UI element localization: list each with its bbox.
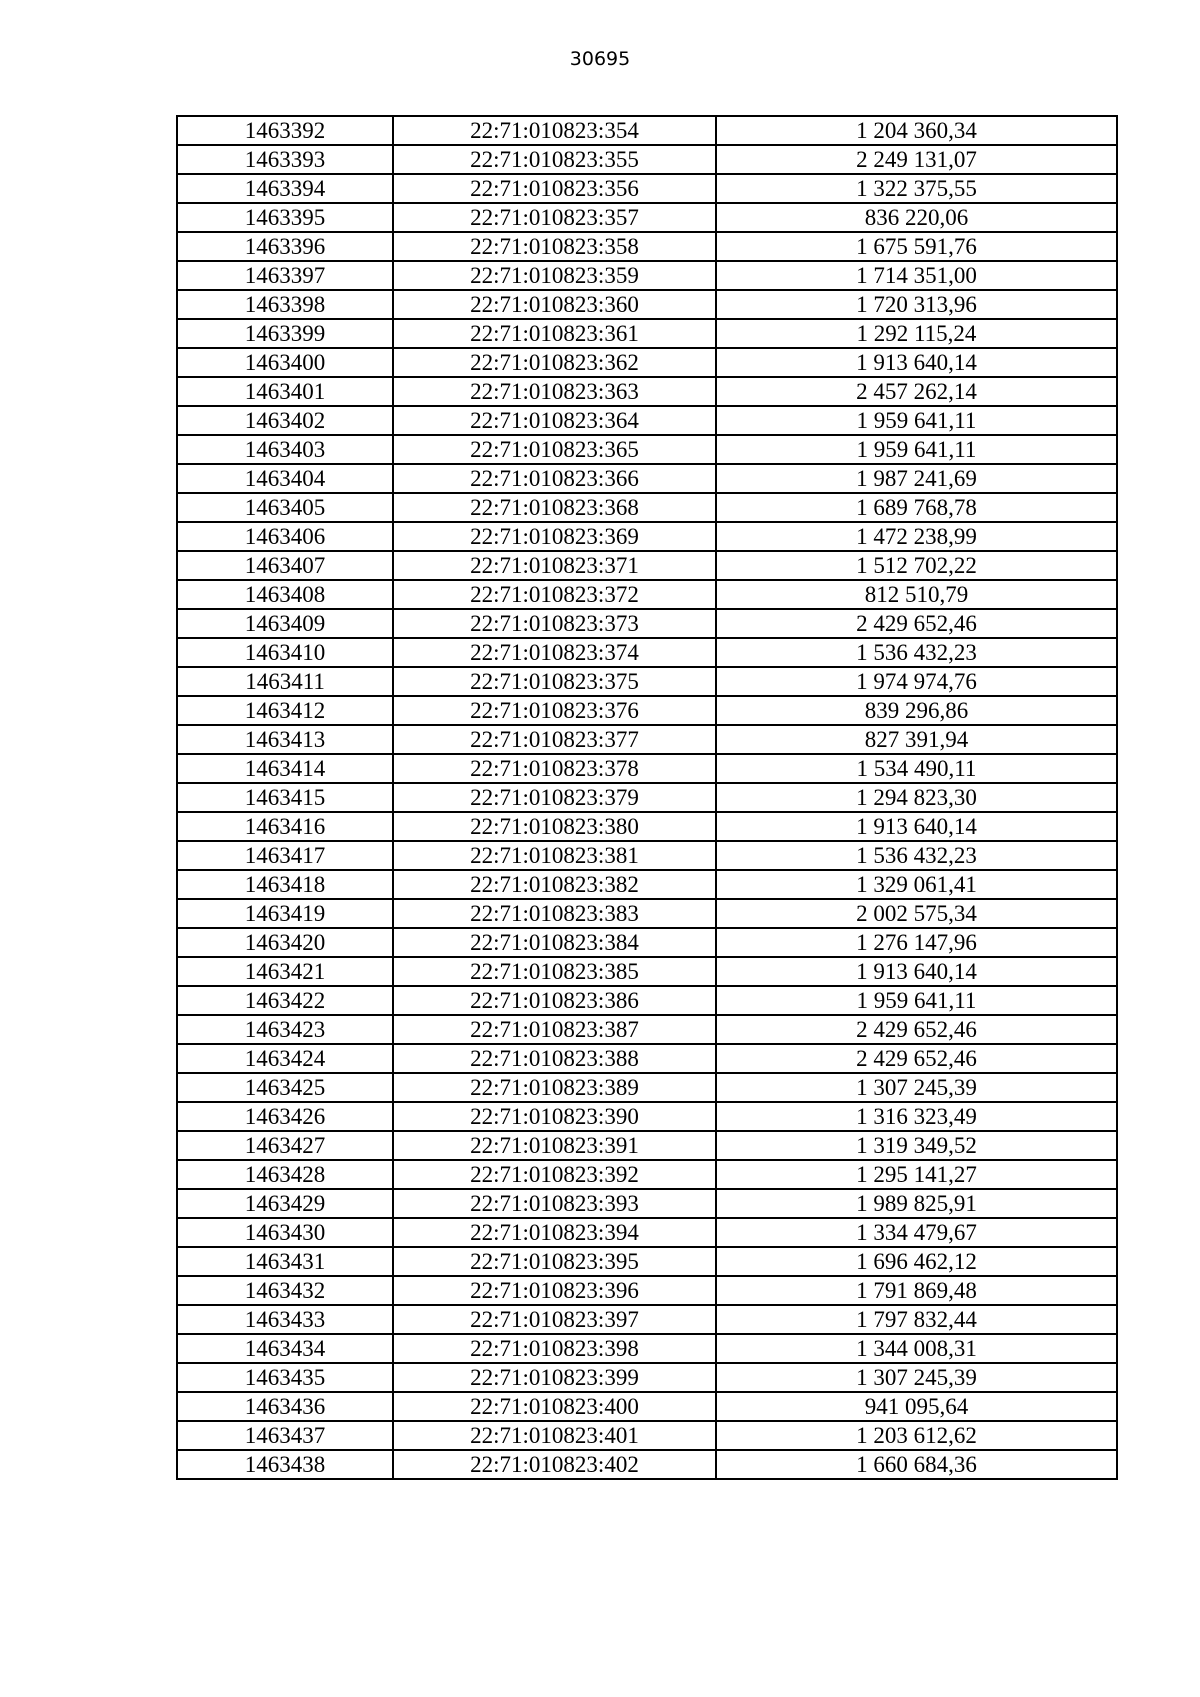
cadastral-value-cell: 1 660 684,36 bbox=[716, 1450, 1117, 1479]
cadastral-value-cell: 1 307 245,39 bbox=[716, 1363, 1117, 1392]
cadastral-value-cell: 1 276 147,96 bbox=[716, 928, 1117, 957]
record-number-cell: 1463438 bbox=[177, 1450, 393, 1479]
table-row bbox=[177, 174, 1117, 203]
record-number-cell: 1463411 bbox=[177, 667, 393, 696]
table-row bbox=[177, 435, 1117, 464]
table-row bbox=[177, 1015, 1117, 1044]
cadastral-value-cell: 1 987 241,69 bbox=[716, 464, 1117, 493]
table-row bbox=[177, 667, 1117, 696]
cadastral-value-cell: 812 510,79 bbox=[716, 580, 1117, 609]
cadastral-number-cell: 22:71:010823:383 bbox=[393, 899, 716, 928]
cadastral-number-cell: 22:71:010823:358 bbox=[393, 232, 716, 261]
table-row bbox=[177, 1247, 1117, 1276]
record-number-cell: 1463433 bbox=[177, 1305, 393, 1334]
table-row bbox=[177, 551, 1117, 580]
cadastral-value-cell: 2 002 575,34 bbox=[716, 899, 1117, 928]
record-number-cell: 1463416 bbox=[177, 812, 393, 841]
cadastral-value-cell: 1 959 641,11 bbox=[716, 986, 1117, 1015]
cadastral-number-cell: 22:71:010823:389 bbox=[393, 1073, 716, 1102]
cadastral-number-cell: 22:71:010823:364 bbox=[393, 406, 716, 435]
table-row bbox=[177, 522, 1117, 551]
record-number-cell: 1463412 bbox=[177, 696, 393, 725]
table-row bbox=[177, 290, 1117, 319]
table-row bbox=[177, 1102, 1117, 1131]
record-number-cell: 1463404 bbox=[177, 464, 393, 493]
record-number-cell: 1463410 bbox=[177, 638, 393, 667]
cadastral-number-cell: 22:71:010823:398 bbox=[393, 1334, 716, 1363]
cadastral-number-cell: 22:71:010823:397 bbox=[393, 1305, 716, 1334]
record-number-cell: 1463408 bbox=[177, 580, 393, 609]
record-number-cell: 1463417 bbox=[177, 841, 393, 870]
cadastral-value-cell: 1 322 375,55 bbox=[716, 174, 1117, 203]
cadastral-number-cell: 22:71:010823:395 bbox=[393, 1247, 716, 1276]
record-number-cell: 1463401 bbox=[177, 377, 393, 406]
table-row bbox=[177, 406, 1117, 435]
cadastral-value-cell: 2 429 652,46 bbox=[716, 1044, 1117, 1073]
record-number-cell: 1463429 bbox=[177, 1189, 393, 1218]
cadastral-value-cell: 1 334 479,67 bbox=[716, 1218, 1117, 1247]
cadastral-value-cell: 827 391,94 bbox=[716, 725, 1117, 754]
record-number-cell: 1463431 bbox=[177, 1247, 393, 1276]
record-number-cell: 1463418 bbox=[177, 870, 393, 899]
table-row bbox=[177, 1073, 1117, 1102]
table-row bbox=[177, 1131, 1117, 1160]
record-number-cell: 1463393 bbox=[177, 145, 393, 174]
cadastral-value-cell: 1 959 641,11 bbox=[716, 435, 1117, 464]
table-row bbox=[177, 899, 1117, 928]
table-row bbox=[177, 464, 1117, 493]
cadastral-number-cell: 22:71:010823:363 bbox=[393, 377, 716, 406]
cadastral-value-cell: 1 534 490,11 bbox=[716, 754, 1117, 783]
record-number-cell: 1463427 bbox=[177, 1131, 393, 1160]
cadastral-number-cell: 22:71:010823:355 bbox=[393, 145, 716, 174]
cadastral-number-cell: 22:71:010823:399 bbox=[393, 1363, 716, 1392]
table-row bbox=[177, 812, 1117, 841]
record-number-cell: 1463407 bbox=[177, 551, 393, 580]
table-row bbox=[177, 1276, 1117, 1305]
record-number-cell: 1463413 bbox=[177, 725, 393, 754]
cadastral-number-cell: 22:71:010823:374 bbox=[393, 638, 716, 667]
cadastral-number-cell: 22:71:010823:396 bbox=[393, 1276, 716, 1305]
cadastral-value-cell: 1 316 323,49 bbox=[716, 1102, 1117, 1131]
page-number: 30695 bbox=[569, 48, 631, 70]
cadastral-number-cell: 22:71:010823:375 bbox=[393, 667, 716, 696]
cadastral-number-cell: 22:71:010823:361 bbox=[393, 319, 716, 348]
record-number-cell: 1463400 bbox=[177, 348, 393, 377]
cadastral-value-cell: 1 791 869,48 bbox=[716, 1276, 1117, 1305]
table-row bbox=[177, 1450, 1117, 1479]
record-number-cell: 1463394 bbox=[177, 174, 393, 203]
table-row bbox=[177, 348, 1117, 377]
cadastral-number-cell: 22:71:010823:356 bbox=[393, 174, 716, 203]
record-number-cell: 1463434 bbox=[177, 1334, 393, 1363]
cadastral-number-cell: 22:71:010823:392 bbox=[393, 1160, 716, 1189]
table-row bbox=[177, 696, 1117, 725]
cadastral-value-cell: 1 319 349,52 bbox=[716, 1131, 1117, 1160]
record-number-cell: 1463409 bbox=[177, 609, 393, 638]
table-row bbox=[177, 261, 1117, 290]
record-number-cell: 1463424 bbox=[177, 1044, 393, 1073]
table-row bbox=[177, 1305, 1117, 1334]
record-number-cell: 1463395 bbox=[177, 203, 393, 232]
record-number-cell: 1463432 bbox=[177, 1276, 393, 1305]
cadastral-number-cell: 22:71:010823:365 bbox=[393, 435, 716, 464]
table-row bbox=[177, 1334, 1117, 1363]
record-number-cell: 1463414 bbox=[177, 754, 393, 783]
cadastral-number-cell: 22:71:010823:373 bbox=[393, 609, 716, 638]
cadastral-value-cell: 1 913 640,14 bbox=[716, 812, 1117, 841]
cadastral-number-cell: 22:71:010823:380 bbox=[393, 812, 716, 841]
cadastral-value-cell: 1 294 823,30 bbox=[716, 783, 1117, 812]
cadastral-number-cell: 22:71:010823:359 bbox=[393, 261, 716, 290]
table-row bbox=[177, 1218, 1117, 1247]
cadastral-value-cell: 1 204 360,34 bbox=[716, 116, 1117, 145]
cadastral-value-cell: 1 913 640,14 bbox=[716, 957, 1117, 986]
cadastral-value-cell: 1 959 641,11 bbox=[716, 406, 1117, 435]
record-number-cell: 1463422 bbox=[177, 986, 393, 1015]
record-number-cell: 1463426 bbox=[177, 1102, 393, 1131]
record-number-cell: 1463396 bbox=[177, 232, 393, 261]
cadastral-number-cell: 22:71:010823:357 bbox=[393, 203, 716, 232]
cadastral-number-cell: 22:71:010823:385 bbox=[393, 957, 716, 986]
cadastral-value-cell: 1 974 974,76 bbox=[716, 667, 1117, 696]
table-row bbox=[177, 1392, 1117, 1421]
cadastral-value-cell: 1 714 351,00 bbox=[716, 261, 1117, 290]
table-row bbox=[177, 841, 1117, 870]
cadastral-value-cell: 1 536 432,23 bbox=[716, 638, 1117, 667]
record-number-cell: 1463392 bbox=[177, 116, 393, 145]
record-number-cell: 1463420 bbox=[177, 928, 393, 957]
cadastral-value-cell: 1 512 702,22 bbox=[716, 551, 1117, 580]
cadastral-value-cell: 1 797 832,44 bbox=[716, 1305, 1117, 1334]
table-row bbox=[177, 638, 1117, 667]
cadastral-number-cell: 22:71:010823:379 bbox=[393, 783, 716, 812]
table-row bbox=[177, 725, 1117, 754]
cadastral-number-cell: 22:71:010823:371 bbox=[393, 551, 716, 580]
cadastral-value-cell: 2 249 131,07 bbox=[716, 145, 1117, 174]
cadastral-value-cell: 1 295 141,27 bbox=[716, 1160, 1117, 1189]
cadastral-value-cell: 1 536 432,23 bbox=[716, 841, 1117, 870]
record-number-cell: 1463425 bbox=[177, 1073, 393, 1102]
table-row bbox=[177, 783, 1117, 812]
table-row bbox=[177, 754, 1117, 783]
record-number-cell: 1463430 bbox=[177, 1218, 393, 1247]
cadastral-number-cell: 22:71:010823:377 bbox=[393, 725, 716, 754]
record-number-cell: 1463403 bbox=[177, 435, 393, 464]
record-number-cell: 1463423 bbox=[177, 1015, 393, 1044]
record-number-cell: 1463421 bbox=[177, 957, 393, 986]
record-number-cell: 1463399 bbox=[177, 319, 393, 348]
table-body bbox=[177, 116, 1117, 1479]
cadastral-number-cell: 22:71:010823:354 bbox=[393, 116, 716, 145]
cadastral-number-cell: 22:71:010823:372 bbox=[393, 580, 716, 609]
cadastral-value-cell: 2 429 652,46 bbox=[716, 609, 1117, 638]
record-number-cell: 1463428 bbox=[177, 1160, 393, 1189]
cadastral-value-cell: 1 472 238,99 bbox=[716, 522, 1117, 551]
cadastral-number-cell: 22:71:010823:386 bbox=[393, 986, 716, 1015]
table-row bbox=[177, 870, 1117, 899]
cadastral-number-cell: 22:71:010823:378 bbox=[393, 754, 716, 783]
cadastral-number-cell: 22:71:010823:401 bbox=[393, 1421, 716, 1450]
cadastral-value-cell: 1 292 115,24 bbox=[716, 319, 1117, 348]
cadastral-number-cell: 22:71:010823:384 bbox=[393, 928, 716, 957]
registry-table bbox=[176, 115, 1118, 1480]
record-number-cell: 1463435 bbox=[177, 1363, 393, 1392]
record-number-cell: 1463406 bbox=[177, 522, 393, 551]
record-number-cell: 1463397 bbox=[177, 261, 393, 290]
table-row bbox=[177, 1044, 1117, 1073]
record-number-cell: 1463405 bbox=[177, 493, 393, 522]
table-row bbox=[177, 580, 1117, 609]
cadastral-value-cell: 2 429 652,46 bbox=[716, 1015, 1117, 1044]
cadastral-number-cell: 22:71:010823:368 bbox=[393, 493, 716, 522]
cadastral-value-cell: 2 457 262,14 bbox=[716, 377, 1117, 406]
cadastral-value-cell: 1 203 612,62 bbox=[716, 1421, 1117, 1450]
table-row bbox=[177, 1421, 1117, 1450]
record-number-cell: 1463437 bbox=[177, 1421, 393, 1450]
cadastral-number-cell: 22:71:010823:369 bbox=[393, 522, 716, 551]
table-row bbox=[177, 232, 1117, 261]
table-row bbox=[177, 609, 1117, 638]
cadastral-number-cell: 22:71:010823:390 bbox=[393, 1102, 716, 1131]
table-row bbox=[177, 928, 1117, 957]
table-row bbox=[177, 116, 1117, 145]
cadastral-number-cell: 22:71:010823:376 bbox=[393, 696, 716, 725]
cadastral-value-cell: 839 296,86 bbox=[716, 696, 1117, 725]
table-row bbox=[177, 957, 1117, 986]
cadastral-value-cell: 1 329 061,41 bbox=[716, 870, 1117, 899]
cadastral-number-cell: 22:71:010823:394 bbox=[393, 1218, 716, 1247]
cadastral-number-cell: 22:71:010823:391 bbox=[393, 1131, 716, 1160]
cadastral-value-cell: 836 220,06 bbox=[716, 203, 1117, 232]
cadastral-number-cell: 22:71:010823:360 bbox=[393, 290, 716, 319]
cadastral-number-cell: 22:71:010823:362 bbox=[393, 348, 716, 377]
record-number-cell: 1463398 bbox=[177, 290, 393, 319]
record-number-cell: 1463415 bbox=[177, 783, 393, 812]
cadastral-number-cell: 22:71:010823:388 bbox=[393, 1044, 716, 1073]
table-row bbox=[177, 1160, 1117, 1189]
cadastral-number-cell: 22:71:010823:393 bbox=[393, 1189, 716, 1218]
cadastral-value-cell: 1 344 008,31 bbox=[716, 1334, 1117, 1363]
cadastral-value-cell: 941 095,64 bbox=[716, 1392, 1117, 1421]
table-row bbox=[177, 1189, 1117, 1218]
cadastral-number-cell: 22:71:010823:382 bbox=[393, 870, 716, 899]
cadastral-value-cell: 1 913 640,14 bbox=[716, 348, 1117, 377]
cadastral-number-cell: 22:71:010823:387 bbox=[393, 1015, 716, 1044]
cadastral-number-cell: 22:71:010823:400 bbox=[393, 1392, 716, 1421]
table-row bbox=[177, 145, 1117, 174]
cadastral-number-cell: 22:71:010823:402 bbox=[393, 1450, 716, 1479]
table-row bbox=[177, 377, 1117, 406]
cadastral-value-cell: 1 720 313,96 bbox=[716, 290, 1117, 319]
cadastral-value-cell: 1 675 591,76 bbox=[716, 232, 1117, 261]
table-row bbox=[177, 203, 1117, 232]
table-row bbox=[177, 1363, 1117, 1392]
cadastral-value-cell: 1 989 825,91 bbox=[716, 1189, 1117, 1218]
record-number-cell: 1463419 bbox=[177, 899, 393, 928]
record-number-cell: 1463436 bbox=[177, 1392, 393, 1421]
table-row bbox=[177, 319, 1117, 348]
table-row bbox=[177, 986, 1117, 1015]
record-number-cell: 1463402 bbox=[177, 406, 393, 435]
table-row bbox=[177, 493, 1117, 522]
cadastral-value-cell: 1 696 462,12 bbox=[716, 1247, 1117, 1276]
cadastral-value-cell: 1 689 768,78 bbox=[716, 493, 1117, 522]
cadastral-value-cell: 1 307 245,39 bbox=[716, 1073, 1117, 1102]
cadastral-number-cell: 22:71:010823:381 bbox=[393, 841, 716, 870]
cadastral-number-cell: 22:71:010823:366 bbox=[393, 464, 716, 493]
